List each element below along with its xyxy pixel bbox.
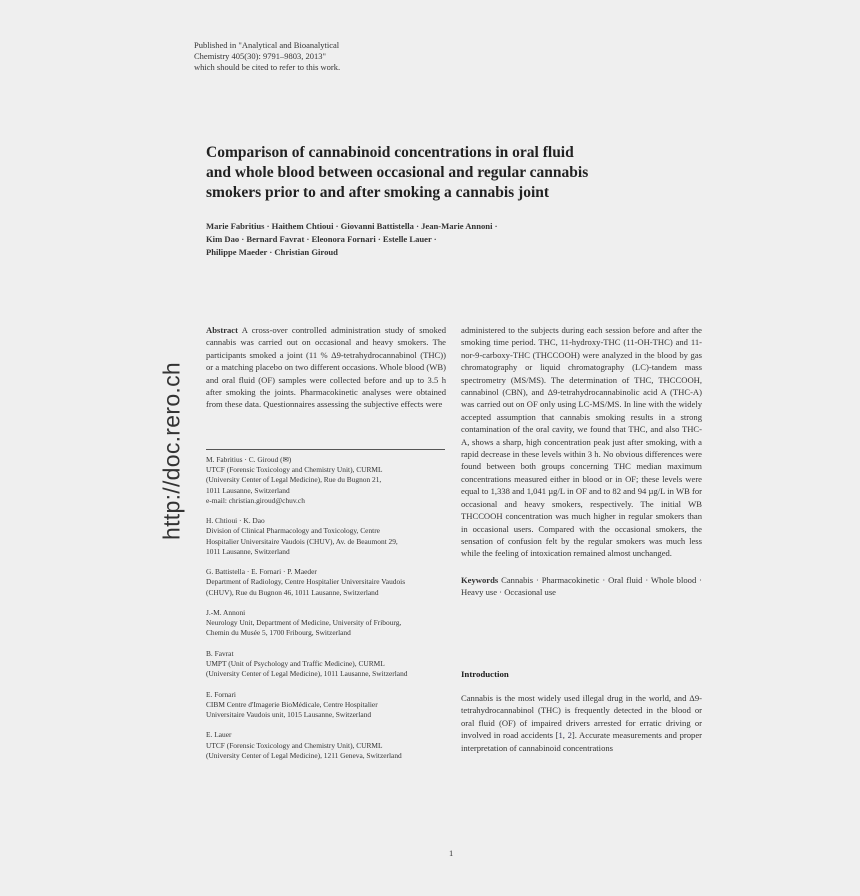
citation-separator: , [562,730,568,741]
affiliation-block [206,567,446,598]
affiliation-block [206,455,446,506]
affiliation-line: H. Chtioui · K. Dao [206,516,265,526]
affiliation-block [206,516,446,557]
affiliation-line: G. Battistella · E. Fornari · P. Maeder [206,567,317,577]
affiliation-block [206,649,446,680]
keywords-text: Cannabis · Pharmacokinetic · Oral fluid · Whole blood · Heavy use · Occasional use [461,574,702,598]
author-line: Kim Dao · Bernard Favrat · Eleonora Fornari · Estelle Lauer · [206,234,437,244]
introduction-heading: Introduction [461,669,509,679]
intro-text-end: ]. Accurate measurements and proper interpretation of cannabinoid concentrations [461,730,702,753]
author-email[interactable]: e-mail: christian.giroud@chuv.ch [206,495,305,505]
abstract-text-left: A cross-over controlled administration study of smoked cannabis was carried out on occasional and heavy smokers. The participants smoked a joint (11 % Δ9-tetrahydrocannabinol (THC)) or a matching placebo on two different occasions. Whole blood (WB) and oral fluid (OF) samples were collected before and up to 3.5 h after smoking the joints. Pharmacokinetic analyses were obtained from these data. Questionnaires assessing the subjective effects were [206,325,446,410]
affiliation-line: Division of Clinical Pharmacology and Toxicology, Centre [206,526,380,536]
title-line: smokers prior to and after smoking a cannabis joint [206,184,550,201]
affiliation-line: Universitaire Vaudois unit, 1015 Lausanne, Switzerland [206,710,372,719]
affiliation-line: (University Center of Legal Medicine), Rue du Bugnon 21, [206,475,382,485]
publication-note [194,40,454,73]
paper-title [206,143,666,203]
author-list [206,220,666,259]
affiliation-block [206,608,446,639]
affiliation-line: (CHUV), Rue du Bugnon 46, 1011 Lausanne, Switzerland [206,587,379,597]
abstract-left-column [206,324,446,411]
affiliation-line: M. Fabritius · C. Giroud (✉) [206,455,292,464]
footnote-divider [206,449,445,450]
affiliation-block [206,690,446,721]
introduction-text [461,692,702,754]
author-line: Marie Fabritius · Haithem Chtioui · Giovanni Battistella · Jean-Marie Annoni · [206,221,498,231]
publication-note-line: Chemistry 405(30): 9791–9803, 2013" [194,51,326,61]
abstract-right-column [461,324,702,599]
affiliation-line: Hospitalier Universitaire Vaudois (CHUV), Av. de Beaumont 29, [206,536,398,546]
affiliation-line: 1011 Lausanne, Switzerland [206,485,290,495]
repository-watermark[interactable]: http://doc.rero.ch [158,362,185,540]
affiliation-line: J.-M. Annoni [206,608,246,617]
keywords-label: Keywords [461,574,499,585]
abstract-text-right: administered to the subjects during each session before and after the smoking time period. THC, 11-hydroxy-THC (11-OH-THC) and 11-nor-9-carboxy-THC (THCCOOH) were analyzed in the blood by gas chromatography or liquid chromatography (LC)-tandem mass spectrometry (MS/MS). The determination of THC, THCCOOH, cannabinol (CBN), and Δ9-tetrahydrocannabinolic acid A (THC-A) was carried out on OF only using LC-MS/MS. In line with the widely accepted assumption that cannabis smoking results in a strong contamination of the oral cavity, we found that THC, and also THC-A, shows a sharp, high concentration peak just after smoking, with a rapid decrease in these levels within 3 h. No obvious differences were found between both groups concerning THC median maximum concentrations measured either in blood or in OF; these levels were equal to 1,338 and 1,041 µg/L in OF and to 82 and 94 µg/L in WB for occasional and heavy smokers, respectively. The initial WB THCCOOH concentration was much higher in regular smokers than in occasional users. Compared with the occasional smokers, the sensation of confusion felt by the regular smokers was much less while the feeling of intoxication remained almost unchanged. [461,325,702,559]
affiliation-line: UTCF (Forensic Toxicology and Chemistry Unit), CURML [206,740,383,750]
abstract-label: Abstract [206,325,238,335]
affiliation-line: (University Center of Legal Medicine), 1211 Geneva, Switzerland [206,750,402,760]
intro-text-start: Cannabis is the most widely used illegal drug in the world, and Δ9-tetrahydrocannabinol (THC) is frequently detected in the blood or oral fluid (OF) of impaired drivers arrested for erratic driving or involved in road accidents [ [461,693,702,741]
affiliation-line: Neurology Unit, Department of Medicine, University of Fribourg, [206,618,402,628]
affiliation-line: B. Favrat [206,648,234,658]
affiliation-line: 1011 Lausanne, Switzerland [206,546,290,556]
citation-link[interactable]: 2 [567,730,572,741]
affiliation-line: Chemin du Musée 5, 1700 Fribourg, Switzerland [206,628,351,638]
author-line: Philippe Maeder · Christian Giroud [206,247,338,257]
title-line: and whole blood between occasional and regular cannabis [206,164,589,181]
publication-note-line: Published in "Analytical and Bioanalytical [194,40,340,50]
publication-note-line: which should be cited to refer to this work. [194,62,341,72]
citation-link[interactable]: 1 [558,730,563,741]
keywords [461,574,702,599]
affiliation-line: Department of Radiology, Centre Hospitalier Universitaire Vaudois [206,577,406,587]
page-number: 1 [449,848,454,858]
affiliation-line: (University Center of Legal Medicine), 1011 Lausanne, Switzerland [206,669,408,679]
affiliations [206,455,446,771]
affiliation-line: CIBM Centre d'Imagerie BioMédicale, Centre Hospitalier [206,699,378,709]
affiliation-line: UTCF (Forensic Toxicology and Chemistry Unit), CURML [206,465,383,475]
affiliation-line: UMPT (Unit of Psychology and Traffic Medicine), CURML [206,659,385,668]
affiliation-line: E. Fornari [206,689,236,699]
title-line: Comparison of cannabinoid concentrations in oral fluid [206,144,574,161]
affiliation-line: E. Lauer [206,730,232,740]
affiliation-block [206,730,446,761]
